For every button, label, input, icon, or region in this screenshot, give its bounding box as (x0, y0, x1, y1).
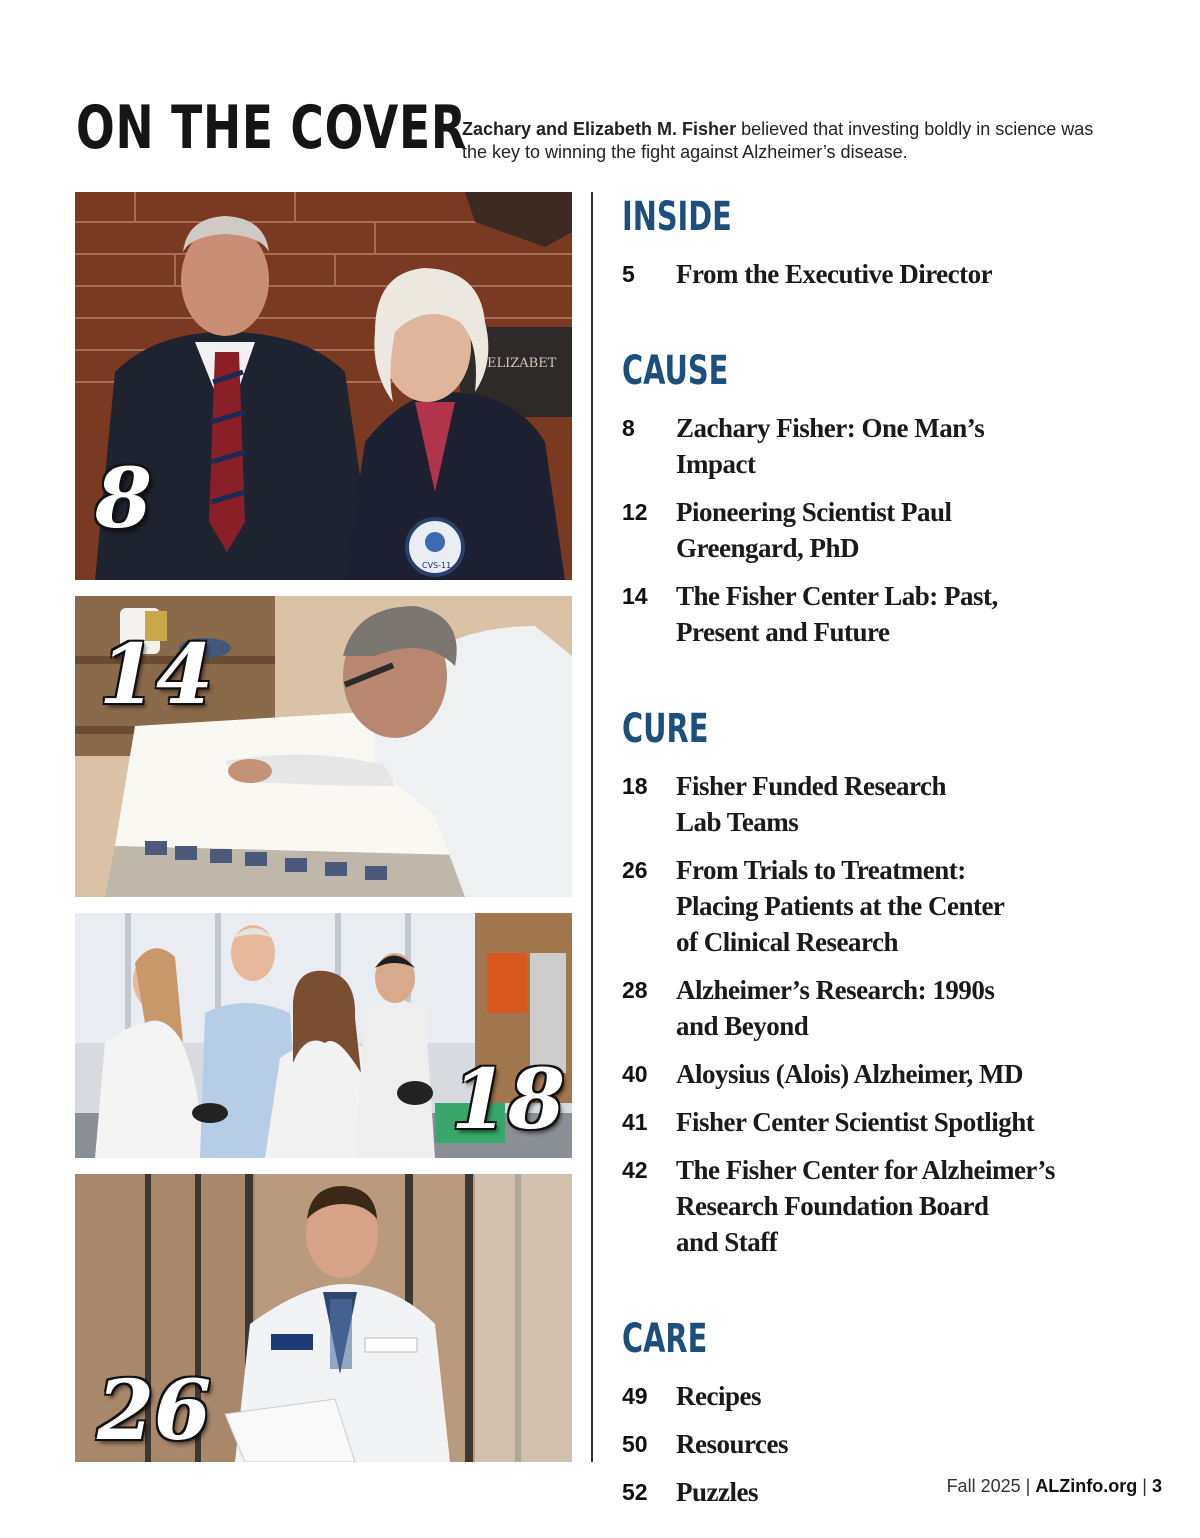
toc-entry-title-line: and Beyond (676, 1011, 809, 1041)
toc-entry-title-line: Puzzles (676, 1477, 758, 1507)
toc-entry-title-line: Present and Future (676, 617, 890, 647)
toc-entry-title (676, 578, 998, 650)
toc-entry-page: 14 (622, 583, 648, 609)
table-of-contents (622, 190, 1142, 1538)
photo-number-14: 14 (99, 627, 214, 723)
photo-number-18: 18 (451, 1052, 566, 1148)
toc-section-cause (622, 344, 1142, 650)
toc-entry-page: 41 (622, 1109, 648, 1135)
toc-entry-title-line: of Clinical Research (676, 927, 898, 957)
photo-lab-scientist (75, 596, 572, 897)
toc-entry[interactable] (622, 494, 1142, 566)
toc-entry-title-line: Placing Patients at the Center (676, 891, 1005, 921)
toc-entry-title-line: The Fisher Center Lab: Past, (676, 581, 998, 611)
toc-entry-page: 8 (622, 415, 635, 441)
toc-entry-title-line: Impact (676, 449, 756, 479)
toc-entry-page: 40 (622, 1061, 648, 1087)
toc-entry-title (676, 852, 1004, 960)
cover-title: ON THE COVER (76, 93, 467, 163)
toc-entry-title-line: Research Foundation Board (676, 1191, 989, 1221)
photo-lab-team (75, 913, 572, 1158)
toc-entry-page: 12 (622, 499, 648, 525)
toc-entry[interactable] (622, 256, 1142, 292)
toc-entry-title-line: Lab Teams (676, 807, 799, 837)
toc-entry-title (676, 1056, 1023, 1092)
toc-entry-page: 52 (622, 1479, 648, 1505)
toc-entry-page: 28 (622, 977, 648, 1003)
toc-entry-title-line: Greengard, PhD (676, 533, 859, 563)
footer-issue: Fall 2025 (946, 1476, 1021, 1496)
toc-entry-title-line: Fisher Center Scientist Spotlight (676, 1107, 1035, 1137)
toc-entry-title (676, 256, 992, 292)
toc-entry-title-line: Recipes (676, 1381, 761, 1411)
toc-entry-title-line: Alzheimer’s Research: 1990s (676, 975, 995, 1005)
toc-entry-page: 5 (622, 261, 635, 287)
toc-entry[interactable] (622, 410, 1142, 482)
page-footer (947, 1476, 1162, 1497)
toc-entry[interactable] (622, 852, 1142, 960)
plaque-text: ELIZABET (487, 356, 557, 371)
toc-entry-title-line: From the Executive Director (676, 259, 993, 289)
photo-fishers (75, 192, 572, 580)
toc-entry-title-line: Aloysius (Alois) Alzheimer, MD (676, 1059, 1023, 1089)
toc-entry-title (676, 1474, 758, 1510)
toc-entry-title-line: Fisher Funded Research (676, 771, 947, 801)
cover-description-text: believed that investing boldly in science was the key to winning the fight against Alzheimer’s disease. (462, 119, 1094, 162)
toc-entry[interactable] (622, 1104, 1142, 1140)
cover-description-names: Zachary and Elizabeth M. Fisher (462, 119, 737, 139)
photo-doctor (75, 1174, 572, 1462)
toc-entry-title-line: Resources (676, 1429, 788, 1459)
toc-entry[interactable] (622, 1378, 1142, 1414)
toc-entry-title (676, 768, 946, 840)
toc-entry-page: 42 (622, 1157, 648, 1183)
pin-text: CVS-11 (422, 561, 452, 570)
section-heading: CURE (622, 706, 709, 752)
toc-entry[interactable] (622, 1152, 1142, 1260)
toc-entry[interactable] (622, 1426, 1142, 1462)
toc-entry-page: 26 (622, 857, 648, 883)
toc-entry-title-line: From Trials to Treatment: (676, 855, 966, 885)
photo-number-26: 26 (97, 1363, 212, 1459)
section-heading: INSIDE (622, 194, 732, 240)
toc-entry[interactable] (622, 1056, 1142, 1092)
toc-entry-title-line: The Fisher Center for Alzheimer’s (676, 1155, 1055, 1185)
toc-entry-title (676, 410, 984, 482)
section-heading: CAUSE (622, 348, 729, 394)
toc-entry-page: 50 (622, 1431, 648, 1457)
toc-section-cure (622, 702, 1142, 1260)
footer-separator: | (1137, 1476, 1152, 1496)
toc-entry[interactable] (622, 578, 1142, 650)
toc-entry-title (676, 1152, 1055, 1260)
photo-number-8: 8 (95, 451, 153, 547)
toc-entry-title (676, 1378, 761, 1414)
toc-entry-title (676, 1426, 788, 1462)
toc-entry-title-line: Zachary Fisher: One Man’s (676, 413, 985, 443)
toc-entry-title-line: and Staff (676, 1227, 778, 1257)
section-heading: CARE (622, 1316, 708, 1362)
toc-entry-title (676, 972, 994, 1044)
toc-entry-page: 49 (622, 1383, 648, 1409)
footer-separator: | (1020, 1476, 1036, 1496)
toc-section-inside (622, 190, 1142, 292)
column-divider (591, 192, 593, 1462)
toc-entry-page: 18 (622, 773, 648, 799)
footer-page-number: 3 (1151, 1476, 1162, 1496)
cover-description (462, 118, 1102, 164)
toc-entry-title-line: Pioneering Scientist Paul (676, 497, 952, 527)
footer-site: ALZinfo.org (1035, 1476, 1138, 1496)
toc-entry-title (676, 494, 951, 566)
toc-entry[interactable] (622, 768, 1142, 840)
toc-entry[interactable] (622, 972, 1142, 1044)
toc-entry-title (676, 1104, 1034, 1140)
